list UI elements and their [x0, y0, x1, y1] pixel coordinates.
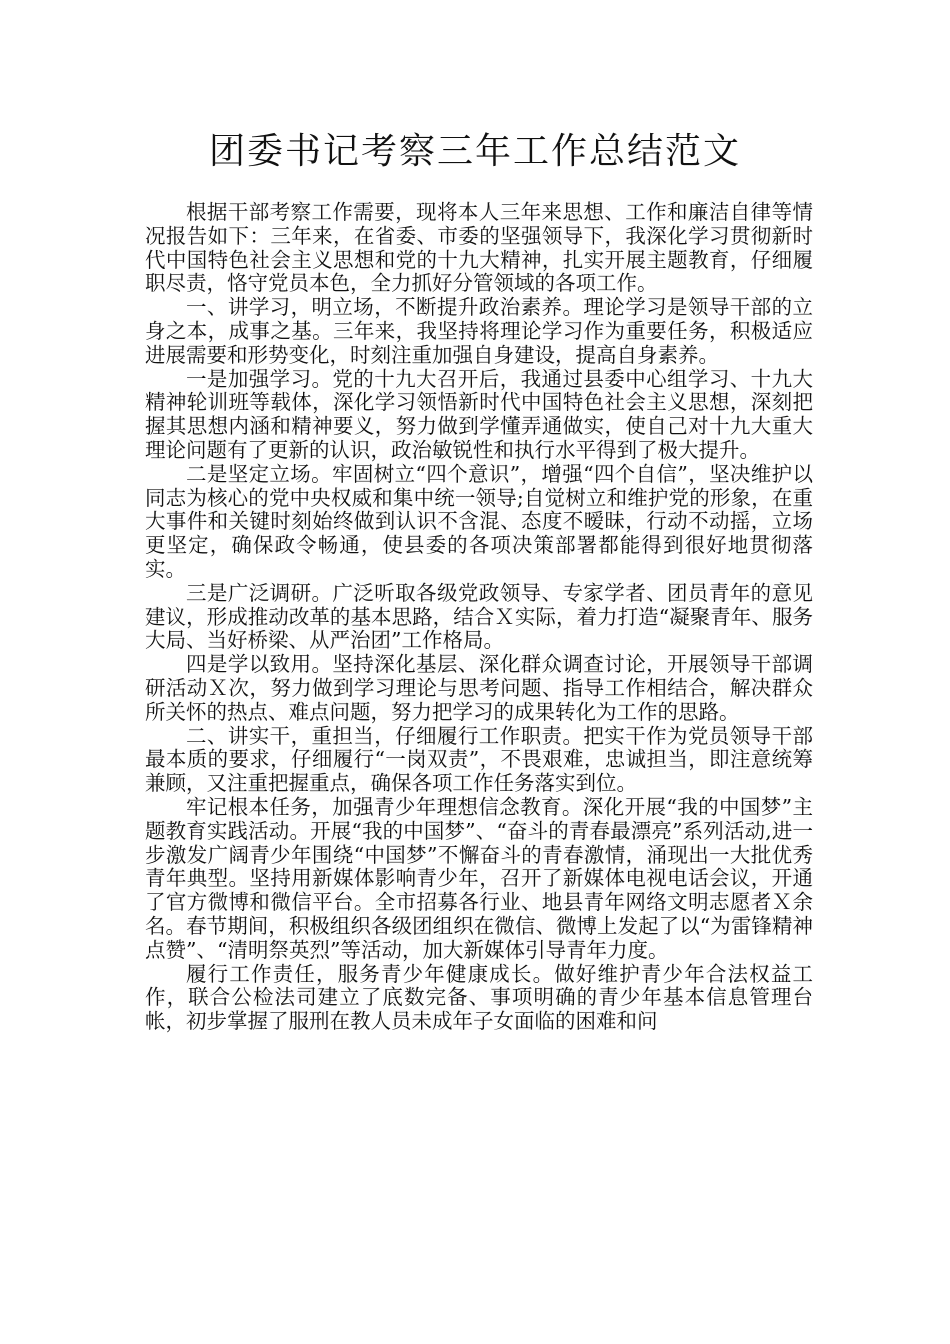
paragraph: 牢记根本任务，加强青少年理想信念教育。深化开展“我的中国梦”主题教育实践活动。开展“我的中国梦”、“奋斗的青春最漂亮”系列活动,进一步激发广阔青少年围绕“中国梦”不懈奋斗的青春激情，涌现出一大批优秀青年典型。坚持用新媒体影响青少年，召开了新媒体电视电话会议，开通了官方微博和微信平台。全市招募各行业、地县青年网络文明志愿者Ｘ余名。春节期间，积极组织各级团组织在微信、微博上发起了以“为雷锋精神点赞”、“清明祭英烈”等活动，加大新媒体引导青年力度。: [145, 794, 813, 962]
document-title: 团委书记考察三年工作总结范文: [208, 131, 741, 172]
paragraph: 二是坚定立场。牢固树立“四个意识”，增强“四个自信”，坚决维护以同志为核心的党中央权威和集中统一领导;自觉树立和维护党的形象，在重大事件和关键时刻始终做到认识不含混、态度不暧昧，行动不动摇，立场更坚定，确保政令畅通，使县委的各项决策部署都能得到很好地贯彻落实。: [145, 461, 813, 581]
document-body: [145, 201, 813, 1034]
paragraph: 根据干部考察工作需要，现将本人三年来思想、工作和廉洁自律等情况报告如下：三年来，在省委、市委的坚强领导下，我深化学习贯彻新时代中国特色社会主义思想和党的十九大精神，扎实开展主题教育，仔细履职尽责，恪守党员本色，全力抓好分管领域的各项工作。: [145, 200, 813, 296]
paragraph: 四是学以致用。坚持深化基层、深化群众调查讨论，开展领导干部调研活动Ｘ次，努力做到学习理论与思考问题、指导工作相结合，解决群众所关怀的热点、难点问题，努力把学习的成果转化为工作的思路。: [145, 652, 813, 724]
paragraph: 履行工作责任，服务青少年健康成长。做好维护青少年合法权益工作，联合公检法司建立了底数完备、事项明确的青少年基本信息管理台帐，初步掌握了服刑在教人员未成年子女面临的困难和问: [145, 961, 813, 1034]
paragraph: 三是广泛调研。广泛听取各级党政领导、专家学者、团员青年的意见建议，形成推动改革的基本思路，结合Ｘ实际，着力打造“凝聚青年、服务大局、当好桥梁、从严治团”工作格局。: [145, 580, 813, 653]
paragraph: 一是加强学习。党的十九大召开后，我通过县委中心组学习、十九大精神轮训班等载体，深化学习领悟新时代中国特色社会主义思想，深刻把握其思想内涵和精神要义，努力做到学懂弄通做实，使自己对十九大重大理论问题有了更新的认识，政治敏锐性和执行水平得到了极大提升。: [145, 366, 813, 462]
paragraph: 二、讲实干，重担当，仔细履行工作职责。把实干作为党员领导干部最本质的要求，仔细履行“一岗双责”，不畏艰难，忠诚担当，即注意统筹兼顾，又注重把握重点，确保各项工作任务落实到位。: [145, 723, 813, 796]
paragraph: 一、讲学习，明立场，不断提升政治素养。理论学习是领导干部的立身之本，成事之基。三年来，我坚持将理论学习作为重要任务，积极适应进展需要和形势变化，时刻注重加强自身建设，提高自身素养。: [145, 295, 813, 367]
